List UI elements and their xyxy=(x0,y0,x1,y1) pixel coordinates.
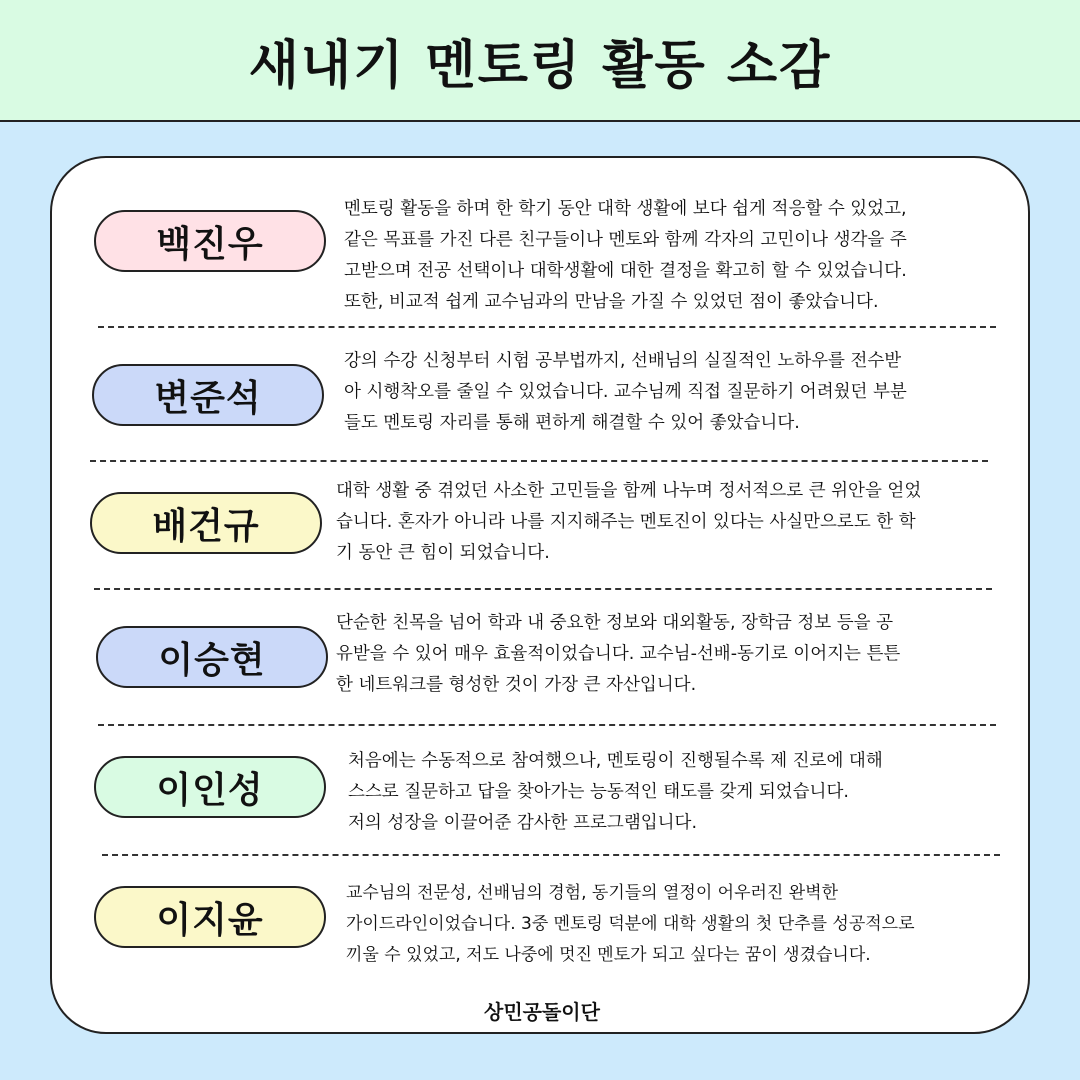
dashed-divider xyxy=(94,588,992,590)
testimonial-text: 대학 생활 중 겪었던 사소한 고민들을 함께 나누며 정서적으로 큰 위안을 얻었 습니다. 혼자가 아니라 나를 지지해주는 멘토진이 있다는 사실만으로도 한 학 기 동안 큰 힘이 되었습니다. xyxy=(336,481,922,563)
organization-name: 상민공돌이단 xyxy=(484,1000,600,1024)
name-badge: 백진우 xyxy=(94,210,326,272)
name-badge: 이인성 xyxy=(94,756,326,818)
dashed-divider xyxy=(98,724,996,726)
name-badge: 변준석 xyxy=(92,364,324,426)
testimonial-text: 멘토링 활동을 하며 한 학기 동안 대학 생활에 보다 쉽게 적응할 수 있었고, 같은 목표를 가진 다른 친구들이나 멘토와 함께 각자의 고민이나 생각을 주 고받으며 전공 선택이나 대학생활에 대한 결정을 확고히 할 수 있었습니다. 또한, 비교적 쉽게 교수님과의 만남을 가질 수 있었던 점이 좋았습니다. xyxy=(344,199,907,312)
dashed-divider xyxy=(102,854,1000,856)
dashed-divider xyxy=(90,460,988,462)
testimonial-text: 처음에는 수동적으로 참여했으나, 멘토링이 진행될수록 제 진로에 대해 스스로 질문하고 답을 찾아가는 능동적인 태도를 갖게 되었습니다. 저의 성장을 이끌어준 감사한 프로그램입니다. xyxy=(348,751,883,833)
testimonial-text: 교수님의 전문성, 선배님의 경험, 동기들의 열정이 어우러진 완벽한 가이드라인이었습니다. 3중 멘토링 덕분에 대학 생활의 첫 단추를 성공적으로 끼울 수 있었고, 저도 나중에 멋진 멘토가 되고 싶다는 꿈이 생겼습니다. xyxy=(346,883,915,965)
testimonial-text: 강의 수강 신청부터 시험 공부법까지, 선배님의 실질적인 노하우를 전수받 아 시행착오를 줄일 수 있었습니다. 교수님께 직접 질문하기 어려웠던 부분 들도 멘토링 자리를 통해 편하게 해결할 수 있어 좋았습니다. xyxy=(344,351,907,433)
testimonial-card xyxy=(50,156,1030,1034)
testimonial-text: 단순한 친목을 넘어 학과 내 중요한 정보와 대외활동, 장학금 정보 등을 공 유받을 수 있어 매우 효율적이었습니다. 교수님-선배-동기로 이어지는 튼튼 한 네트워크를 형성한 것이 가장 큰 자산입니다. xyxy=(336,613,901,695)
name-badge: 배건규 xyxy=(90,492,322,554)
page-title: 새내기 멘토링 활동 소감 xyxy=(248,35,832,96)
name-badge: 이승현 xyxy=(96,626,328,688)
title-banner xyxy=(0,0,1080,122)
dashed-divider xyxy=(98,326,996,328)
name-badge: 이지윤 xyxy=(94,886,326,948)
